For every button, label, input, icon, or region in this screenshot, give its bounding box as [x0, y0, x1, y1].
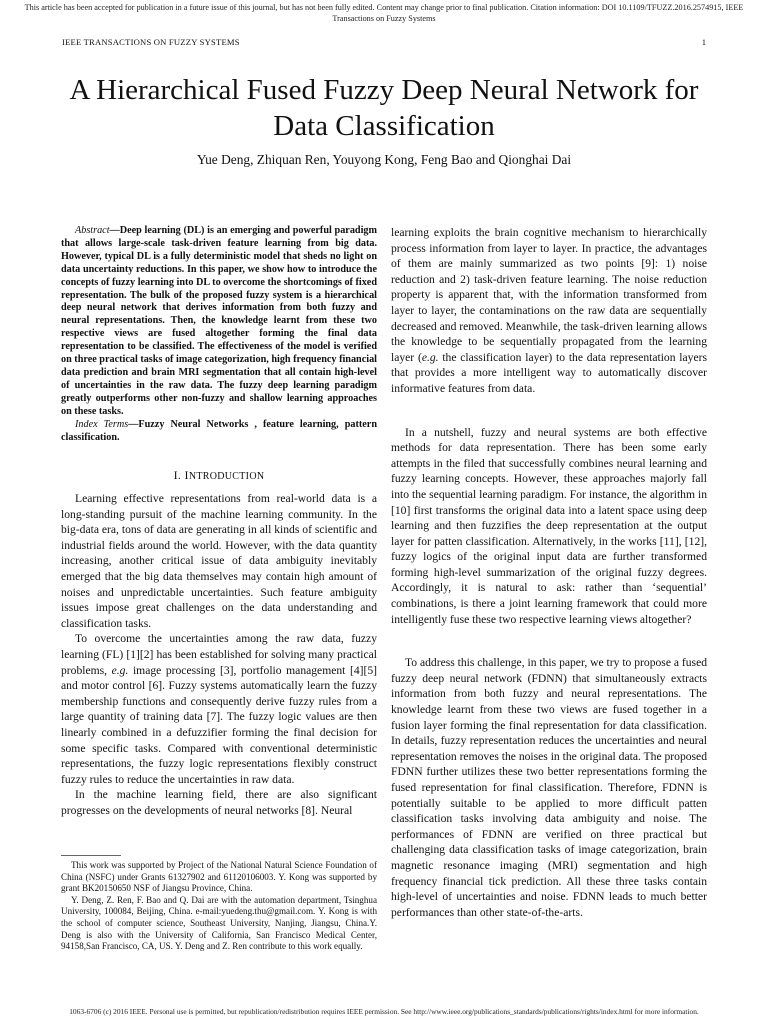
- abstract-label: Abstract: [75, 225, 110, 236]
- r1-text-b: the classification layer) to the data representation layers that provides a more intelligent way to automatically discover informative features from data.: [391, 350, 707, 395]
- right-paragraph-1: [391, 225, 707, 397]
- index-terms: [61, 419, 377, 445]
- p2-text-a: To overcome the uncertainties among the raw data, fuzzy learning (FL) [1][2] has been established for solving many practical problems,: [61, 632, 377, 677]
- right-paragraph-2: In a nutshell, fuzzy and neural systems are both effective methods for data representation. There has been some early attempts in the filed that successfully combines neural learning and fuzzy learning concepts. However, these approaches majorly fall into the sequential learning paradigm. For instance, the algorithm in [10] first transforms the original data into a latent space using deep learning and then fuzzifies the deep representation at the output layer for patten classification. Alternatively, in the works [11], [12], fuzzy logics of the original input data are further transformed forming high-level summarization of the original fuzzy degrees. Accordingly, it is natural to ask: rather than ‘sequential’ combinations, is there a joint learning framework that could more intelligently fuse these two respective learning views altogether?: [391, 425, 707, 626]
- paragraph-gap: [391, 397, 707, 425]
- right-paragraph-3: To address this challenge, in this paper, we try to propose a fused fuzzy deep neural network (FDNN) that simultaneously extracts information from both fuzzy and neural representations. The knowledge learnt from these two views are fused together in a fusion layer forming the final representation for data classification. In details, fuzzy representation reduces the uncertainties and neural representation removes the noises in the original data. The proposed FDNN further utilizes these two better representations forming the fused representation for final classification. Therefore, FDNN is potentially suitable to be applied to more difficult patten classification tasks involving data ambiguity and noise. The performances of FDNN are verified on three practical but challenging data classification tasks of image categorization, brain magnetic resonance imaging (MRI) segmentation and high frequency financial tick prediction. All these three tasks contain high-level of uncertainties and noise. FDNN leads to much better performances than other state-of-the-arts.: [391, 656, 708, 919]
- section-numeral: I.: [173, 468, 182, 483]
- index-terms-label: Index Terms: [75, 418, 129, 430]
- intro-paragraph-1: Learning effective representations from real-world data is a long-standing pursuit of the machine learning community. In the big-data era, tons of data are generating in all kinds of scientific and industrial fields around the world. However, with the data quantity increasing, another critical issue of data ambiguity inevitably emerged that the big data themselves may contain high amount of noises and unpredictable uncertainties. Such feature ambiguity issues impose great challenges on the data understanding and classification tasks.: [61, 492, 377, 630]
- index-terms-text: —Fuzzy Neural Networks , feature learning, pattern classification.: [61, 418, 377, 443]
- copyright-line: 1063-6706 (c) 2016 IEEE. Personal use is permitted, but republication/redistribution requires IEEE permission. See http://www.ieee.org/publications_standards/publications/rights/index.html for more information.: [69, 1007, 699, 1016]
- left-column: [61, 225, 377, 818]
- footnote: [61, 860, 377, 953]
- page-number: 1: [701, 37, 706, 47]
- section-title-rest: NTRODUCTION: [188, 471, 265, 483]
- section-heading-introduction: [61, 468, 377, 485]
- p2-eg: e.g.: [111, 663, 129, 677]
- paper-title: A Hierarchical Fused Fuzzy Deep Neural Network for Data Classification: [69, 74, 699, 142]
- section-initial: I: [184, 468, 189, 483]
- p2-text-b: image processing [3], portfolio management [4][5] and motor control [6]. Fuzzy systems automatically learn the fuzzy membership functions and consequently derive fuzzy rules from a large quantity of training data [7]. The fuzzy logic values are then linearly combined in a defuzzifier forming the final decision for some specific tasks. Compared with conventional deterministic representations, the fuzzy logic representations flexibly construct fuzzy rules to reduce the uncertainties in raw data.: [61, 663, 377, 786]
- author-list: Yue Deng, Zhiquan Ren, Youyong Kong, Feng Bao and Qionghai Dai: [196, 152, 572, 167]
- publication-notice: This article has been accepted for publication in a future issue of this journal, but has not been fully edited. Content may change prior to final publication. Citation information: DOI 10.1109/TFUZZ.2016.2574915, IEEE Transactions on Fuzzy Systems: [24, 3, 744, 23]
- r1-text-a: learning exploits the brain cognitive mechanism to hierarchically process information from layer to layer. In practice, the advantages of them are mainly summarized as two points [9]: 1) noise reduction and 2) task-driven feature learning. The noise reduction property is apparent that, with the information transformed from layer to layer, the contaminations on the raw data are sequentially decreased and removed. Meanwhile, the task-driven learning allows the knowledge to be sequentially propagated from the learning layer (: [391, 226, 707, 364]
- footnote-affiliations: Y. Deng, Z. Ren, F. Bao and Q. Dai are with the automation department, Tsinghua University, 100084, Beijing, China. e-mail:yuedeng.thu@gmail.com. Y. Kong is with the school of computer science, Southeast University, Nanjing, Jiangsu, China.Y. Deng is also with the University of California, San Francisco Medical Center, 94158,San Francisco, CA, US. Y. Deng and Z. Ren contribute to this work equally.: [61, 894, 377, 952]
- abstract-text: —Deep learning (DL) is an emerging and powerful paradigm that allows large-scale task-driven feature learning from big data. However, typical DL is a fully deterministic model that sheds no light on data uncertainty reductions. In this paper, we show how to introduce the concepts of fuzzy learning into DL to overcome the shortcomings of fixed representation. The bulk of the proposed fuzzy system is a hierarchical deep neural network that derives information from both fuzzy and neural representations. Then, the knowledge learnt from these two respective views are fused altogether forming the final data representation to be classified. The effectiveness of the model is verified on three practical tasks of image categorization, high frequency financial data prediction and brain MRI segmentation that all contain high-level of uncertainties in the raw data. The fuzzy deep learning paradigm greatly outperforms other non-fuzzy and shallow learning approaches on these tasks.: [61, 225, 377, 417]
- intro-paragraph-3: In the machine learning field, there are also significant progresses on the developments of neural networks [8]. Neural: [61, 788, 377, 817]
- paragraph-gap: [391, 627, 707, 655]
- footnote-rule: [61, 855, 121, 856]
- intro-paragraph-2: [61, 631, 377, 787]
- running-head: IEEE TRANSACTIONS ON FUZZY SYSTEMS: [62, 37, 240, 47]
- r1-eg: e.g.: [421, 350, 439, 364]
- abstract: [61, 225, 377, 419]
- footnote-funding: This work was supported by Project of the National Natural Science Foundation of China (NSFC) under Grants 61327902 and 61120106003. Y. Kong was supported by grant BK20150650 NSF of Jiangsu Province, China.: [61, 860, 377, 894]
- right-column: [391, 225, 707, 920]
